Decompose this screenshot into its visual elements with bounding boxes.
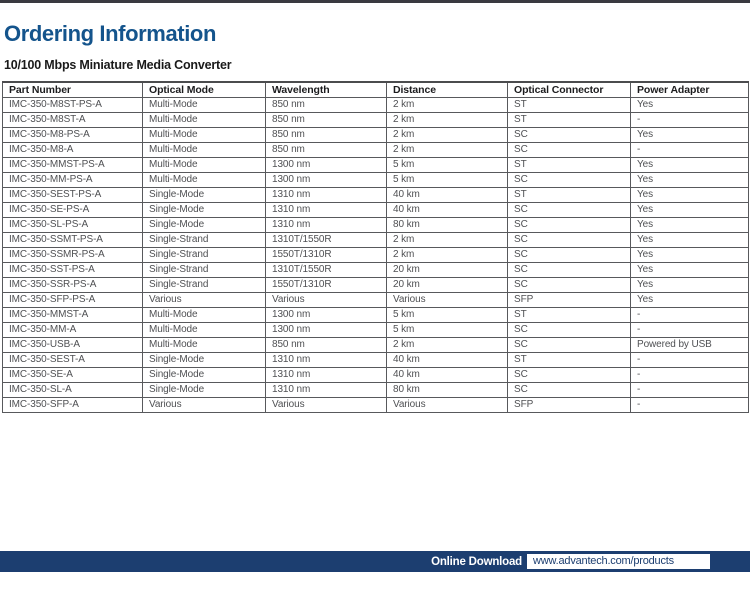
table-row: [3, 368, 749, 383]
table-cell: Single-Strand: [143, 233, 266, 248]
table-cell: Yes: [631, 173, 749, 188]
table-cell: 1310T/1550R: [266, 263, 387, 278]
table-cell: 2 km: [387, 128, 508, 143]
table-cell: 2 km: [387, 98, 508, 113]
column-header: Power Adapter: [631, 82, 749, 98]
table-cell: 1300 nm: [266, 323, 387, 338]
table-cell: IMC-350-M8-PS-A: [3, 128, 143, 143]
table-cell: 850 nm: [266, 128, 387, 143]
table-cell: Single-Mode: [143, 188, 266, 203]
table-cell: IMC-350-USB-A: [3, 338, 143, 353]
table-cell: Yes: [631, 158, 749, 173]
table-cell: 40 km: [387, 353, 508, 368]
table-cell: Yes: [631, 233, 749, 248]
table-cell: SFP: [508, 398, 631, 413]
table-cell: SC: [508, 173, 631, 188]
table-row: [3, 98, 749, 113]
table-cell: Various: [266, 398, 387, 413]
table-cell: 850 nm: [266, 338, 387, 353]
table-cell: SC: [508, 233, 631, 248]
table-cell: 850 nm: [266, 113, 387, 128]
table-cell: IMC-350-SSR-PS-A: [3, 278, 143, 293]
table-row: [3, 143, 749, 158]
table-cell: 2 km: [387, 248, 508, 263]
table-cell: IMC-350-M8ST-A: [3, 113, 143, 128]
table-cell: Multi-Mode: [143, 128, 266, 143]
table-row: [3, 203, 749, 218]
table-cell: Single-Mode: [143, 383, 266, 398]
table-cell: Various: [387, 398, 508, 413]
table-row: [3, 263, 749, 278]
table-cell: IMC-350-SST-PS-A: [3, 263, 143, 278]
table-cell: 1310 nm: [266, 218, 387, 233]
table-cell: SC: [508, 263, 631, 278]
table-cell: Yes: [631, 203, 749, 218]
table-cell: Multi-Mode: [143, 308, 266, 323]
online-download-label: Online Download: [431, 555, 522, 568]
column-header: Optical Connector: [508, 82, 631, 98]
table-row: [3, 278, 749, 293]
table-cell: -: [631, 143, 749, 158]
table-cell: Various: [387, 293, 508, 308]
table-cell: SC: [508, 278, 631, 293]
table-cell: 1310 nm: [266, 188, 387, 203]
page-title: Ordering Information: [4, 21, 217, 46]
table-cell: Powered by USB: [631, 338, 749, 353]
table-cell: 40 km: [387, 368, 508, 383]
table-cell: ST: [508, 98, 631, 113]
table-cell: 1310 nm: [266, 203, 387, 218]
column-header: Distance: [387, 82, 508, 98]
table-cell: IMC-350-SFP-A: [3, 398, 143, 413]
table-cell: Single-Strand: [143, 278, 266, 293]
table-cell: Various: [143, 398, 266, 413]
table-cell: IMC-350-MM-PS-A: [3, 173, 143, 188]
table-cell: 1310 nm: [266, 368, 387, 383]
table-cell: -: [631, 368, 749, 383]
table-cell: IMC-350-SE-A: [3, 368, 143, 383]
table-cell: SC: [508, 218, 631, 233]
table-cell: IMC-350-MMST-A: [3, 308, 143, 323]
table-cell: ST: [508, 308, 631, 323]
table-cell: IMC-350-SE-PS-A: [3, 203, 143, 218]
column-header: Optical Mode: [143, 82, 266, 98]
table-cell: Yes: [631, 188, 749, 203]
table-cell: IMC-350-MM-A: [3, 323, 143, 338]
table-cell: Multi-Mode: [143, 173, 266, 188]
table-cell: Single-Mode: [143, 218, 266, 233]
table-cell: -: [631, 398, 749, 413]
table-row: [3, 113, 749, 128]
table-cell: 5 km: [387, 323, 508, 338]
table-row: [3, 308, 749, 323]
table-cell: SC: [508, 383, 631, 398]
table-cell: 2 km: [387, 233, 508, 248]
table-cell: 2 km: [387, 143, 508, 158]
table-cell: 1310T/1550R: [266, 233, 387, 248]
table-cell: Various: [266, 293, 387, 308]
table-cell: 40 km: [387, 188, 508, 203]
table-cell: SC: [508, 248, 631, 263]
table-cell: SC: [508, 203, 631, 218]
table-cell: SC: [508, 143, 631, 158]
table-cell: Yes: [631, 293, 749, 308]
table-row: [3, 128, 749, 143]
table-cell: 1550T/1310R: [266, 248, 387, 263]
table-cell: 2 km: [387, 338, 508, 353]
table-cell: SC: [508, 128, 631, 143]
table-cell: Multi-Mode: [143, 113, 266, 128]
ordering-table: [2, 81, 749, 413]
table-row: [3, 383, 749, 398]
top-rule: [0, 0, 750, 3]
table-cell: 80 km: [387, 383, 508, 398]
table-row: [3, 248, 749, 263]
table-cell: Yes: [631, 218, 749, 233]
table-cell: IMC-350-SEST-A: [3, 353, 143, 368]
table-cell: Yes: [631, 128, 749, 143]
table-cell: Multi-Mode: [143, 143, 266, 158]
table-body: [3, 98, 749, 413]
column-header: Part Number: [3, 82, 143, 98]
table-row: [3, 323, 749, 338]
table-row: [3, 398, 749, 413]
table-cell: 5 km: [387, 308, 508, 323]
table-cell: 1550T/1310R: [266, 278, 387, 293]
table-row: [3, 338, 749, 353]
table-cell: ST: [508, 188, 631, 203]
table-cell: Multi-Mode: [143, 323, 266, 338]
table-cell: -: [631, 353, 749, 368]
table-cell: ST: [508, 113, 631, 128]
table-cell: 1300 nm: [266, 173, 387, 188]
table-cell: 20 km: [387, 278, 508, 293]
table-cell: Single-Mode: [143, 203, 266, 218]
table-cell: IMC-350-M8ST-PS-A: [3, 98, 143, 113]
table-cell: 1300 nm: [266, 308, 387, 323]
table-cell: -: [631, 113, 749, 128]
table-cell: IMC-350-SSMT-PS-A: [3, 233, 143, 248]
table-cell: 5 km: [387, 173, 508, 188]
table-row: [3, 233, 749, 248]
download-url[interactable]: www.advantech.com/products: [527, 554, 710, 569]
table-row: [3, 293, 749, 308]
table-cell: Multi-Mode: [143, 158, 266, 173]
table-cell: Various: [143, 293, 266, 308]
table-row: [3, 188, 749, 203]
table-cell: Yes: [631, 263, 749, 278]
table-cell: 5 km: [387, 158, 508, 173]
table-cell: 40 km: [387, 203, 508, 218]
table-cell: Single-Mode: [143, 353, 266, 368]
table-cell: IMC-350-SFP-PS-A: [3, 293, 143, 308]
table-row: [3, 173, 749, 188]
table-cell: IMC-350-SL-A: [3, 383, 143, 398]
table-cell: -: [631, 308, 749, 323]
table-row: [3, 158, 749, 173]
table-row: [3, 353, 749, 368]
table-cell: SC: [508, 323, 631, 338]
table-cell: 80 km: [387, 218, 508, 233]
table-cell: Single-Strand: [143, 248, 266, 263]
section-subtitle: 10/100 Mbps Miniature Media Converter: [4, 58, 232, 72]
table-cell: Yes: [631, 278, 749, 293]
column-header: Wavelength: [266, 82, 387, 98]
table-cell: 20 km: [387, 263, 508, 278]
table-cell: 2 km: [387, 113, 508, 128]
table-cell: IMC-350-SSMR-PS-A: [3, 248, 143, 263]
table-cell: Yes: [631, 98, 749, 113]
table-cell: 1310 nm: [266, 353, 387, 368]
table-cell: SFP: [508, 293, 631, 308]
table-cell: 850 nm: [266, 143, 387, 158]
table-cell: Yes: [631, 248, 749, 263]
table-cell: Single-Mode: [143, 368, 266, 383]
table-row: [3, 218, 749, 233]
footer-bar: [0, 551, 750, 572]
table-cell: 1310 nm: [266, 383, 387, 398]
table-cell: 1300 nm: [266, 158, 387, 173]
table-cell: 850 nm: [266, 98, 387, 113]
table-cell: -: [631, 323, 749, 338]
table-cell: ST: [508, 158, 631, 173]
table-cell: IMC-350-M8-A: [3, 143, 143, 158]
table-cell: IMC-350-MMST-PS-A: [3, 158, 143, 173]
table-cell: SC: [508, 338, 631, 353]
table-cell: SC: [508, 368, 631, 383]
table-cell: Multi-Mode: [143, 98, 266, 113]
table-cell: IMC-350-SL-PS-A: [3, 218, 143, 233]
table-cell: -: [631, 383, 749, 398]
table-cell: ST: [508, 353, 631, 368]
table-cell: Multi-Mode: [143, 338, 266, 353]
table-header-row: [3, 82, 749, 98]
table-cell: IMC-350-SEST-PS-A: [3, 188, 143, 203]
table-cell: Single-Strand: [143, 263, 266, 278]
